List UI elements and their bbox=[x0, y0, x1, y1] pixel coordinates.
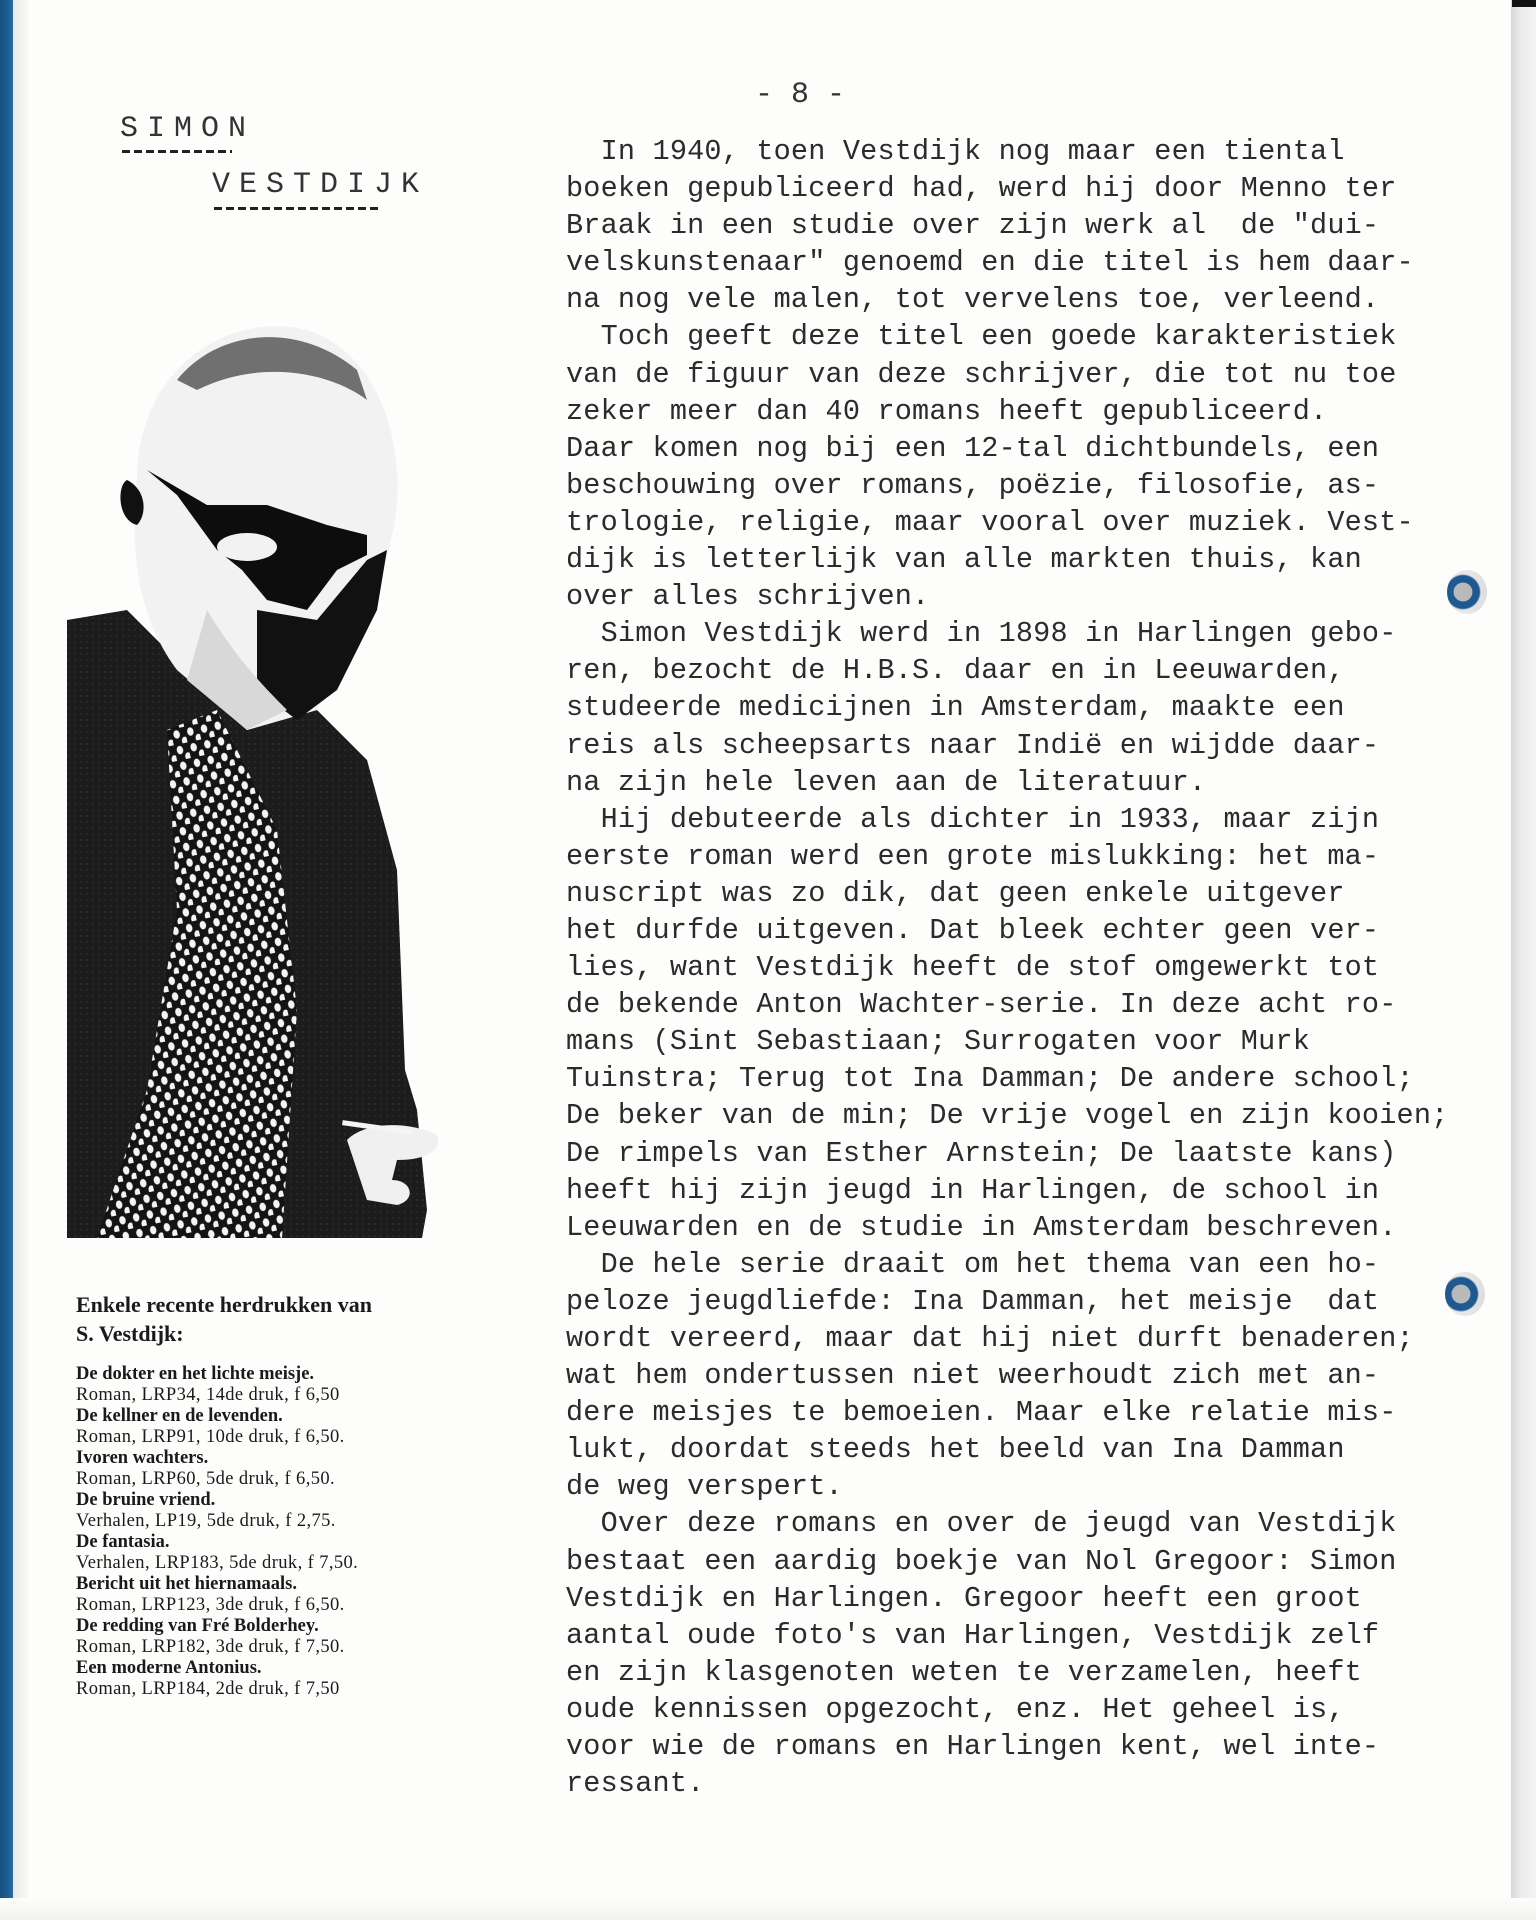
article-line: Tuinstra; Terug tot Ina Damman; De andere school; bbox=[566, 1062, 1414, 1096]
book-entry bbox=[76, 1364, 476, 1406]
article-line: dijk is letterlijk van alle markten thuis, kan bbox=[566, 543, 1362, 577]
article-line: In 1940, toen Vestdijk nog maar een tiental bbox=[566, 135, 1345, 168]
article-line: trologie, religie, maar vooral over muziek. Vest- bbox=[566, 505, 1414, 539]
article-line: lukt, doordat steeds het beeld van Ina Damman bbox=[566, 1433, 1345, 1467]
book-title: De kellner en de levenden. bbox=[76, 1406, 283, 1426]
scan-edge-mark bbox=[1512, 0, 1536, 7]
article-line: dere meisjes te bemoeien. Maar elke relatie mis- bbox=[566, 1396, 1397, 1430]
article-line: voor wie de romans en Harlingen kent, wel inte- bbox=[566, 1730, 1380, 1764]
book-entry bbox=[76, 1448, 476, 1490]
page-edge-shadow bbox=[1511, 0, 1536, 1920]
article-line: Daar komen nog bij een 12-tal dichtbundels, een bbox=[566, 431, 1380, 465]
article-line: studeerde medicijnen in Amsterdam, maakte een bbox=[566, 691, 1345, 725]
article-line: de weg verspert. bbox=[566, 1470, 843, 1504]
article-line: De hele serie draait om het thema van een ho- bbox=[566, 1247, 1380, 1281]
book-entry bbox=[76, 1616, 476, 1658]
reprints-list bbox=[76, 1290, 476, 1700]
article-line: Over deze romans en over de jeugd van Vestdijk bbox=[566, 1507, 1397, 1541]
book-title: Een moderne Antonius. bbox=[76, 1658, 262, 1678]
reprints-heading-line-2: S. Vestdijk: bbox=[76, 1321, 184, 1346]
article-line: Vestdijk en Harlingen. Gregoor heeft een groot bbox=[566, 1581, 1362, 1615]
article-line: De beker van de min; De vrije vogel en zijn kooien; bbox=[566, 1099, 1449, 1133]
heading-last-name: VESTDIJK bbox=[212, 168, 429, 202]
portrait-halftone-icon bbox=[67, 310, 452, 1238]
book-title: De dokter en het lichte meisje. bbox=[76, 1364, 315, 1384]
article-line: het durfde uitgeven. Dat bleek echter geen ver- bbox=[566, 913, 1380, 947]
article-line: zeker meer dan 40 romans heeft gepubliceerd. bbox=[566, 394, 1328, 428]
article-line: ressant. bbox=[566, 1767, 705, 1801]
article-body bbox=[566, 133, 1496, 1802]
book-title: De redding van Fré Bolderhey. bbox=[76, 1616, 319, 1636]
author-portrait-photo bbox=[67, 310, 452, 1238]
book-title: Bericht uit het hiernamaals. bbox=[76, 1574, 297, 1594]
binder-hole-icon bbox=[1445, 1272, 1485, 1316]
book-entry bbox=[76, 1658, 476, 1700]
article-line: bestaat een aardig boekje van Nol Gregoor: Simon bbox=[566, 1544, 1397, 1578]
book-title: De bruine vriend. bbox=[76, 1490, 216, 1510]
article-line: mans (Sint Sebastiaan; Surrogaten voor Murk bbox=[566, 1025, 1311, 1059]
article-line: nuscript was zo dik, dat geen enkele uitgever bbox=[566, 876, 1345, 910]
book-info: Roman, LRP123, 3de druk, f 6,50. bbox=[76, 1595, 345, 1615]
page-margin-shadow bbox=[13, 0, 29, 1920]
heading-underline-2 bbox=[214, 207, 382, 210]
book-info: Verhalen, LP19, 5de druk, f 2,75. bbox=[76, 1511, 336, 1531]
book-entry bbox=[76, 1490, 476, 1532]
article-line: Braak in een studie over zijn werk al de "dui- bbox=[566, 209, 1380, 243]
book-info: Verhalen, LRP183, 5de druk, f 7,50. bbox=[76, 1553, 359, 1573]
article-line: na zijn hele leven aan de literatuur. bbox=[566, 765, 1207, 799]
article-line: velskunstenaar" genoemd en die titel is hem daar- bbox=[566, 246, 1414, 280]
article-line: boeken gepubliceerd had, werd hij door Menno ter bbox=[566, 172, 1397, 206]
article-line: ren, bezocht de H.B.S. daar en in Leeuwarden, bbox=[566, 654, 1345, 688]
book-entry bbox=[76, 1532, 476, 1574]
article-line: Toch geeft deze titel een goede karakteristiek bbox=[566, 320, 1397, 354]
binding-strip bbox=[0, 0, 13, 1920]
book-entry bbox=[76, 1406, 476, 1448]
article-line: peloze jeugdliefde: Ina Damman, het meisje dat bbox=[566, 1284, 1380, 1318]
article-line: De rimpels van Esther Arnstein; De laatste kans) bbox=[566, 1136, 1397, 1170]
heading-first-name: SIMON bbox=[120, 112, 256, 146]
article-line: wordt vereerd, maar dat hij niet durft benaderen; bbox=[566, 1322, 1414, 1355]
article-line: eerste roman werd een grote mislukking: het ma- bbox=[566, 839, 1380, 873]
reprints-heading bbox=[76, 1290, 476, 1348]
book-info: Roman, LRP91, 10de druk, f 6,50. bbox=[76, 1427, 345, 1447]
book-info: Roman, LRP184, 2de druk, f 7,50 bbox=[76, 1679, 340, 1699]
book-info: Roman, LRP182, 3de druk, f 7,50. bbox=[76, 1637, 345, 1657]
book-info: Roman, LRP34, 14de druk, f 6,50 bbox=[76, 1385, 340, 1405]
binder-hole-icon bbox=[1447, 570, 1487, 614]
article-line: oude kennissen opgezocht, enz. Het geheel is, bbox=[566, 1692, 1345, 1726]
article-line: over alles schrijven. bbox=[566, 580, 930, 614]
article-line: Simon Vestdijk werd in 1898 in Harlingen gebo- bbox=[566, 617, 1397, 651]
book-title: Ivoren wachters. bbox=[76, 1448, 209, 1468]
page-bottom-edge bbox=[0, 1898, 1536, 1920]
article-line: heeft hij zijn jeugd in Harlingen, de school in bbox=[566, 1173, 1380, 1207]
article-line: de bekende Anton Wachter-serie. In deze acht ro- bbox=[566, 988, 1397, 1022]
article-line: en zijn klasgenoten weten te verzamelen, heeft bbox=[566, 1655, 1362, 1689]
book-title: De fantasia. bbox=[76, 1532, 170, 1552]
article-line: beschouwing over romans, poëzie, filosofie, as- bbox=[566, 468, 1380, 502]
page-number: - 8 - bbox=[755, 78, 846, 112]
article-line: van de figuur van deze schrijver, die tot nu toe bbox=[566, 357, 1397, 391]
book-entry bbox=[76, 1574, 476, 1616]
heading-underline-1 bbox=[122, 150, 232, 153]
article-line: reis als scheepsarts naar Indië en wijdde daar- bbox=[566, 728, 1380, 762]
article-line: Leeuwarden en de studie in Amsterdam beschreven. bbox=[566, 1210, 1397, 1244]
article-line: na nog vele malen, tot vervelens toe, verleend. bbox=[566, 283, 1380, 317]
article-line: wat hem ondertussen niet weerhoudt zich met an- bbox=[566, 1359, 1380, 1393]
article-line: aantal oude foto's van Harlingen, Vestdijk zelf bbox=[566, 1618, 1380, 1652]
book-info: Roman, LRP60, 5de druk, f 6,50. bbox=[76, 1469, 336, 1489]
article-line: Hij debuteerde als dichter in 1933, maar zijn bbox=[566, 802, 1380, 836]
reprints-heading-line-1: Enkele recente herdrukken van bbox=[76, 1292, 372, 1317]
article-line: lies, want Vestdijk heeft de stof omgewerkt tot bbox=[566, 951, 1380, 985]
